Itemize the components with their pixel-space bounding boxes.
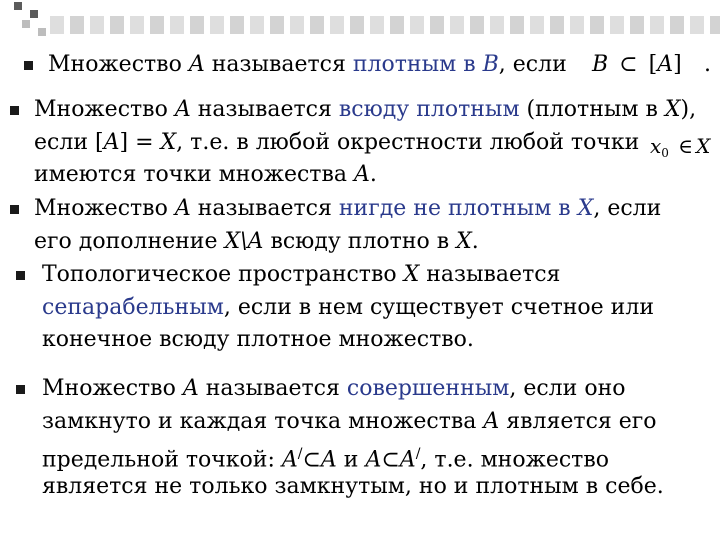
bracket-close: ] bbox=[119, 130, 129, 155]
item3-line2 bbox=[34, 229, 479, 255]
math-B: B bbox=[482, 52, 499, 77]
math-X: X bbox=[696, 134, 711, 158]
bullet-icon bbox=[16, 385, 25, 394]
item1-dot bbox=[704, 52, 711, 78]
text: , если в нем существует счетное или bbox=[223, 295, 654, 320]
text: замкнуто и каждая точка множества bbox=[42, 409, 484, 434]
text: . bbox=[471, 229, 479, 254]
item3-line1 bbox=[34, 196, 661, 222]
bracket-open: [ bbox=[648, 52, 658, 77]
math-complement: X\A bbox=[224, 229, 264, 254]
text: предельной точкой: bbox=[42, 447, 282, 473]
text: называется bbox=[190, 196, 339, 221]
text: , т.е. в любой окрестности любой точки bbox=[176, 130, 640, 155]
text: Множество bbox=[34, 97, 175, 122]
math-A: A bbox=[103, 130, 120, 155]
math-A: A bbox=[320, 447, 337, 473]
text: , т.е. множество bbox=[420, 447, 609, 473]
math-A: A bbox=[182, 376, 199, 401]
text: Топологическое пространство bbox=[42, 262, 404, 287]
deco-stripe-bar bbox=[50, 16, 720, 34]
term-perfect: совершенным bbox=[346, 376, 510, 401]
item5-line3 bbox=[42, 441, 609, 473]
math-X: X bbox=[403, 262, 420, 287]
equals-sign: = bbox=[135, 130, 161, 155]
item5-line4 bbox=[42, 474, 664, 500]
bullet-icon bbox=[16, 271, 25, 280]
item1-line bbox=[48, 52, 567, 78]
math-A: A bbox=[353, 162, 370, 187]
bullet-icon bbox=[24, 61, 33, 70]
item5-line1 bbox=[42, 376, 625, 402]
text: . bbox=[704, 52, 711, 77]
math-A: A bbox=[174, 97, 191, 122]
prime-mark: / bbox=[415, 446, 421, 462]
text: его дополнение bbox=[34, 229, 225, 254]
text: если bbox=[34, 130, 95, 155]
text: всюду плотно в bbox=[263, 229, 457, 254]
math-X: X bbox=[577, 196, 594, 221]
text: называется bbox=[198, 376, 347, 401]
deco-square bbox=[38, 28, 46, 36]
text: Множество bbox=[42, 376, 183, 401]
item2-point bbox=[650, 133, 710, 166]
term-separable: сепарабельным bbox=[42, 295, 224, 320]
math-A: A bbox=[399, 447, 416, 473]
term-dense-in: плотным в bbox=[352, 52, 483, 77]
item2-line1 bbox=[34, 97, 696, 123]
decorative-header bbox=[0, 0, 720, 40]
math-X: X bbox=[456, 229, 472, 254]
math-A: A bbox=[657, 52, 674, 77]
item5-line2 bbox=[42, 409, 657, 435]
text: называется bbox=[190, 97, 339, 122]
item4-line1 bbox=[42, 262, 560, 288]
text: ), bbox=[680, 97, 697, 122]
subset-symbol: ⊂ bbox=[302, 447, 321, 473]
bracket-open: [ bbox=[94, 130, 104, 155]
math-A: A bbox=[483, 409, 500, 434]
prime-mark: / bbox=[297, 446, 303, 462]
bullet-icon bbox=[10, 205, 19, 214]
deco-square bbox=[30, 10, 38, 18]
item1-formula bbox=[592, 52, 682, 78]
text: , если оно bbox=[509, 376, 626, 401]
math-x: x bbox=[650, 134, 662, 158]
deco-square bbox=[14, 2, 22, 10]
subscript-zero: 0 bbox=[661, 146, 669, 160]
text: Множество bbox=[48, 52, 189, 77]
item2-line2 bbox=[34, 130, 639, 156]
text: Множество bbox=[34, 196, 175, 221]
math-B: B bbox=[592, 52, 609, 77]
item2-line3 bbox=[34, 162, 377, 188]
text: (плотным в bbox=[519, 97, 665, 122]
deco-square bbox=[22, 20, 30, 28]
subset-symbol: ⊂ bbox=[381, 447, 400, 473]
term-everywhere-dense: всюду плотным bbox=[338, 97, 520, 122]
math-X: X bbox=[664, 97, 681, 122]
text: называется bbox=[419, 262, 561, 287]
text: имеются точки множества bbox=[34, 162, 354, 187]
item4-line2 bbox=[42, 295, 654, 321]
text: является не только замкнутым, но и плотным в себе. bbox=[42, 474, 664, 499]
text: . bbox=[369, 162, 377, 187]
item4-line3 bbox=[42, 327, 474, 353]
text: и bbox=[336, 447, 366, 473]
math-A: A bbox=[281, 447, 298, 473]
math-A: A bbox=[365, 447, 382, 473]
math-A: A bbox=[174, 196, 191, 221]
bullet-icon bbox=[10, 106, 19, 115]
text: конечное всюду плотное множество. bbox=[42, 327, 474, 352]
math-X: X bbox=[160, 130, 177, 155]
subset-symbol: ⊂ bbox=[619, 52, 638, 77]
bracket-close: ] bbox=[673, 52, 682, 77]
text: , если bbox=[498, 52, 567, 77]
text: является его bbox=[499, 409, 657, 434]
element-of-symbol: ∈ bbox=[678, 134, 694, 158]
term-nowhere-dense: нигде не плотным в bbox=[338, 196, 578, 221]
text: называется bbox=[204, 52, 353, 77]
math-A: A bbox=[188, 52, 205, 77]
text: , если bbox=[593, 196, 662, 221]
